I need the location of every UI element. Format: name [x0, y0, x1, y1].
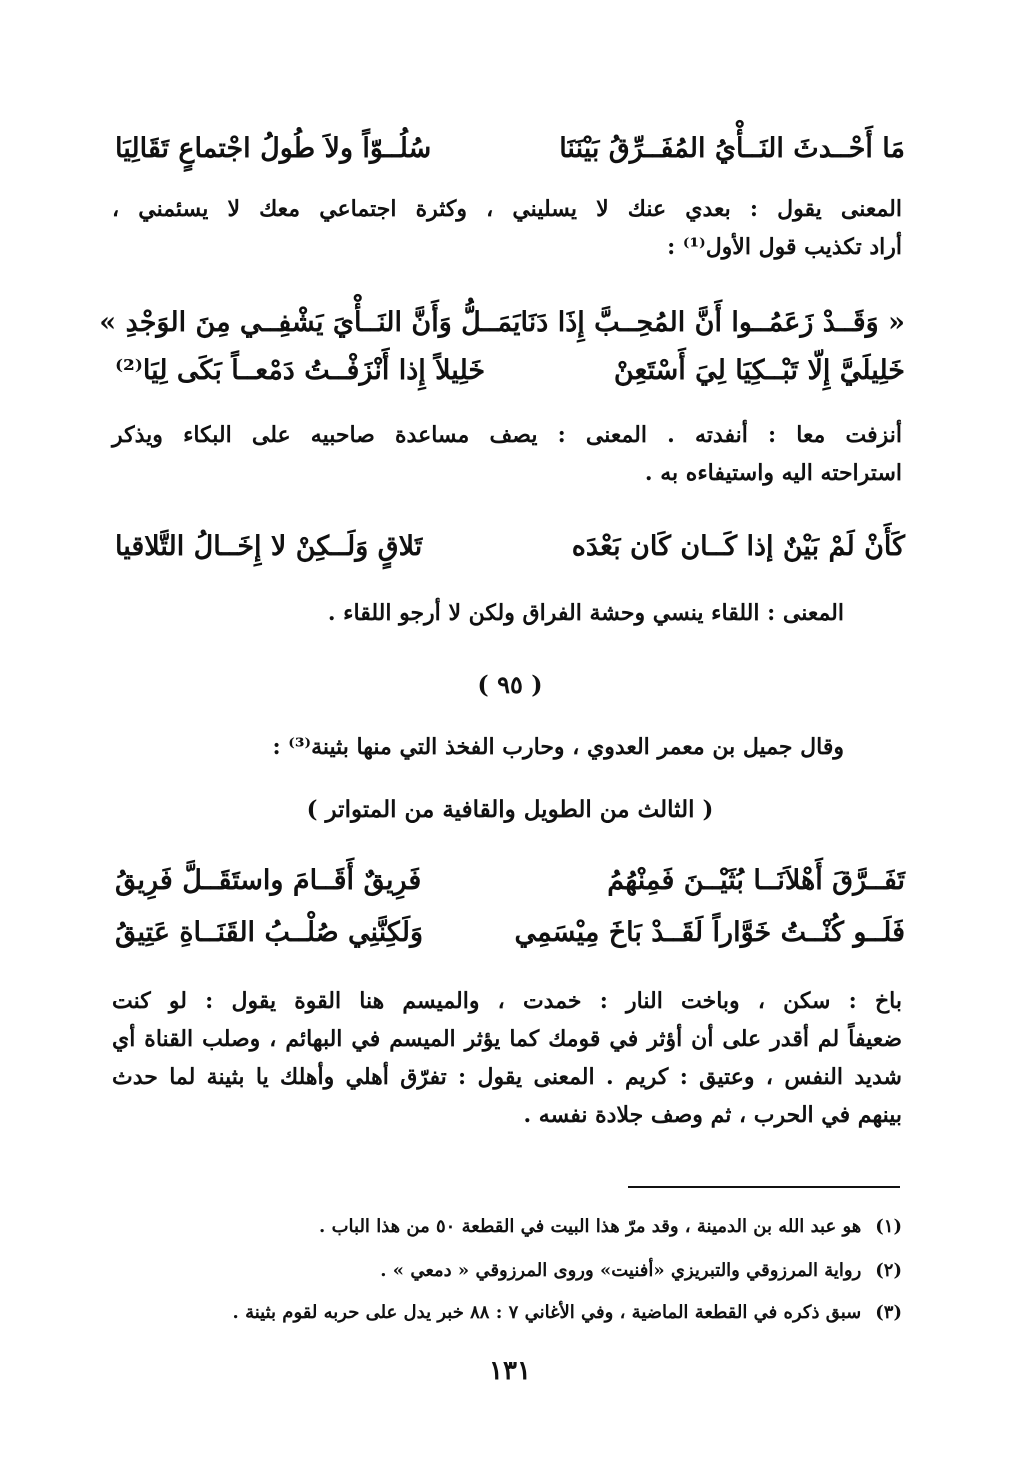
commentary-paragraph: [112, 982, 902, 1134]
verse-first-hemistich: فَلَــو كُنْــتُ خَوَّاراً لَقَــدْ بَاخَ مِيْسَمِي: [514, 916, 905, 948]
verse-second-hemistich: تَلاقٍ وَلَــكِنْ لا إِخَــالُ التَّلاقيا: [115, 530, 423, 562]
verse-second-hemistich: يَمَــلُّ وَأَنَّ النَــأْيَ يَشْفِــي مِنَ الوَجْدِ »: [99, 306, 521, 338]
verse-second-hemistich: وَلَكِنَّنِي صُلْــبُ القَنَــاةِ عَتِيقُ: [115, 916, 424, 948]
paragraph-line: المعنى : اللقاء ينسي وحشة الفراق ولكن لا أرجو اللقاء .: [327, 600, 844, 626]
footnote-number: (٢): [875, 1260, 902, 1281]
poem-verse: [115, 348, 905, 392]
footnote-text: سبق ذكره في القطعة الماضية ، وفي الأغاني ٧ : ٨٨ خبر يدل على حربه لقوم بثينة .: [232, 1302, 862, 1323]
poem-verse: [115, 858, 905, 902]
poem-verse: [115, 524, 905, 568]
paragraph-line: بينهم في الحرب ، ثم وصف جلادة نفسه .: [523, 1102, 902, 1128]
commentary-paragraph: [112, 190, 902, 266]
footnote-separator: [628, 1186, 900, 1188]
poem-introduction: [54, 728, 844, 766]
paragraph-line: باخ : سكن ، وباخت النار : خمدت ، والميسم هنا القوة يقول : لو كنت: [112, 988, 902, 1014]
paragraph-line: استراحته اليه واستيفاءه به .: [644, 460, 902, 486]
verse-first-hemistich: « وَقَــدْ زَعَمُــوا أَنَّ المُحِــبَّ إِذَا دَنَا: [520, 306, 905, 338]
poem-meter: ( الثالث من الطويل والقافية من المتواتر ): [306, 796, 714, 823]
paragraph-line: المعنى يقول : بعدي عنك لا يسليني ، وكثرة اجتماعي معك لا يسئمني ،: [112, 196, 902, 222]
poem-verse: [115, 910, 905, 954]
verse-second-hemistich: فَرِيقٌ أَقَــامَ واستَقَــلَّ فَرِيقُ: [115, 864, 422, 896]
poem-verse: [99, 300, 905, 344]
paragraph-line: شديد النفس ، وعتيق : كريم . المعنى يقول : تفرّق أهلي وأهلك يا بثينة لما حدث: [112, 1064, 902, 1090]
verse-first-hemistich: تَفَــرَّقَ أَهْلاَنَــا بُثَيْــنَ فَمِنْهُمُ: [607, 864, 905, 896]
verse-first-hemistich: كَأَنْ لَمْ بَيْنٌ إذا كَــان كَان بَعْدَه: [571, 530, 905, 562]
paragraph-line: أراد تكذيب قول الأول⁽¹⁾ :: [667, 234, 902, 260]
footnote-number: (٣): [875, 1302, 902, 1323]
page-number: ١٣١: [489, 1356, 531, 1386]
footnote: [319, 1212, 902, 1242]
footnote-text: هو عبد الله بن الدمينة ، وقد مرّ هذا البيت في القطعة ٥٠ من هذا الباب .: [319, 1216, 862, 1237]
paragraph-line: وقال جميل بن معمر العدوي ، وحارب الفخذ التي منها بثينة⁽³⁾ :: [272, 734, 844, 760]
verse-second-hemistich: خَلِيلاً إِذا أَنْزَفْــتُ دَمْعــاً بَكَى لِيَا⁽²⁾: [115, 354, 486, 386]
section-number: ( ٩٥ ): [477, 670, 543, 699]
verse-second-hemistich: سُلُــوّاً ولاَ طُولُ اجْتماعٍ تَقَالِيَا: [115, 132, 432, 164]
verse-first-hemistich: خَلِيلَيَّ إِلّا تَبْــكِيَا لِيَ أَسْتَعِنْ: [613, 354, 905, 386]
verse-first-hemistich: مَا أَحْــدثَ النَــأْيُ المُفَــرِّقُ بَيْنَنَا: [559, 132, 905, 164]
paragraph-line: أنزفت معا : أنفدته . المعنى : يصف مساعدة صاحبيه على البكاء ويذكر: [112, 422, 902, 448]
footnote: [380, 1256, 902, 1286]
paragraph-line: ضعيفاً لم أقدر على أن أؤثر في قومك كما يؤثر الميسم في البهائم ، وصلب القناة أي: [112, 1026, 902, 1052]
commentary-paragraph: [54, 594, 844, 632]
footnote: [233, 1298, 902, 1328]
footnote-number: (١): [875, 1216, 902, 1237]
poem-verse: [115, 126, 905, 170]
commentary-paragraph: [112, 416, 902, 492]
footnote-text: رواية المرزوقي والتبريزي «أفنيت» وروى المرزوقي « دمعي » .: [380, 1260, 862, 1281]
